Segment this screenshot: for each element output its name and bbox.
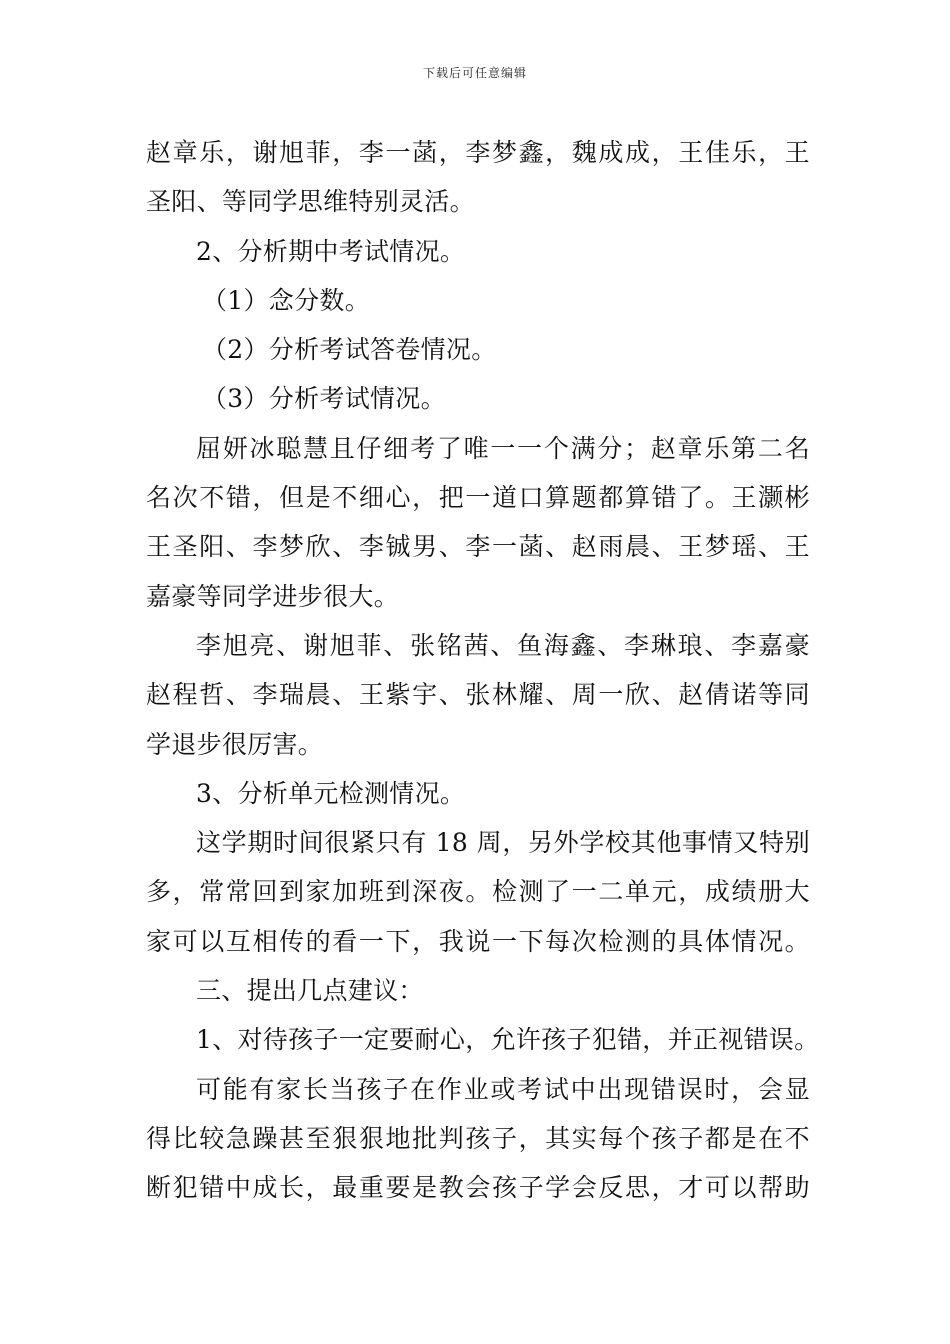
list-item: （1）念分数。 — [202, 285, 371, 315]
text-line: 这学期时间很紧只有 18 周，另外学校其他事情又特别 — [196, 828, 810, 858]
text-line: 多，常常回到家加班到深夜。检测了一二单元，成绩册大 — [146, 877, 810, 907]
text-line: 得比较急躁甚至狠狠地批判孩子，其实每个孩子都是在不 — [146, 1123, 810, 1153]
text-line: 名次不错，但是不细心，把一道口算题都算错了。王灏彬 — [146, 483, 810, 513]
document-body — [146, 128, 820, 1213]
text-line: 嘉豪等同学进步很大。 — [146, 581, 400, 611]
section-heading: 3、分析单元检测情况。 — [196, 778, 466, 808]
text-line: 王圣阳、李梦欣、李铖男、李一菡、赵雨晨、王梦瑶、王 — [146, 532, 810, 562]
text-line: 屈妍冰聪慧且仔细考了唯一一个满分；赵章乐第二名 — [196, 433, 810, 463]
section-heading: 2、分析期中考试情况。 — [196, 236, 466, 266]
text-line: 学退步很厉害。 — [146, 729, 324, 759]
list-item: （3）分析考试情况。 — [202, 384, 446, 414]
text-line: 1、对待孩子一定要耐心，允许孩子犯错，并正视错误。 — [196, 1025, 820, 1055]
page-header: 下载后可任意编辑 — [422, 66, 527, 80]
text-line: 家可以互相传的看一下，我说一下每次检测的具体情况。 — [146, 926, 810, 956]
text-line: 赵章乐，谢旭菲，李一菡，李梦鑫，魏成成，王佳乐，王 — [146, 138, 810, 167]
text-line: 李旭亮、谢旭菲、张铭茜、鱼海鑫、李琳琅、李嘉豪 — [196, 630, 810, 660]
text-line: 赵程哲、李瑞晨、王紫宇、张林耀、周一欣、赵倩诺等同 — [146, 680, 810, 710]
section-heading: 三、提出几点建议： — [196, 976, 424, 1006]
text-line: 可能有家长当孩子在作业或考试中出现错误时，会显 — [196, 1074, 810, 1104]
text-line: 断犯错中成长，最重要是教会孩子学会反思，才可以帮助 — [146, 1173, 810, 1203]
list-item: （2）分析考试答卷情况。 — [202, 335, 497, 365]
text-line: 圣阳、等同学思维特别灵活。 — [146, 187, 475, 217]
